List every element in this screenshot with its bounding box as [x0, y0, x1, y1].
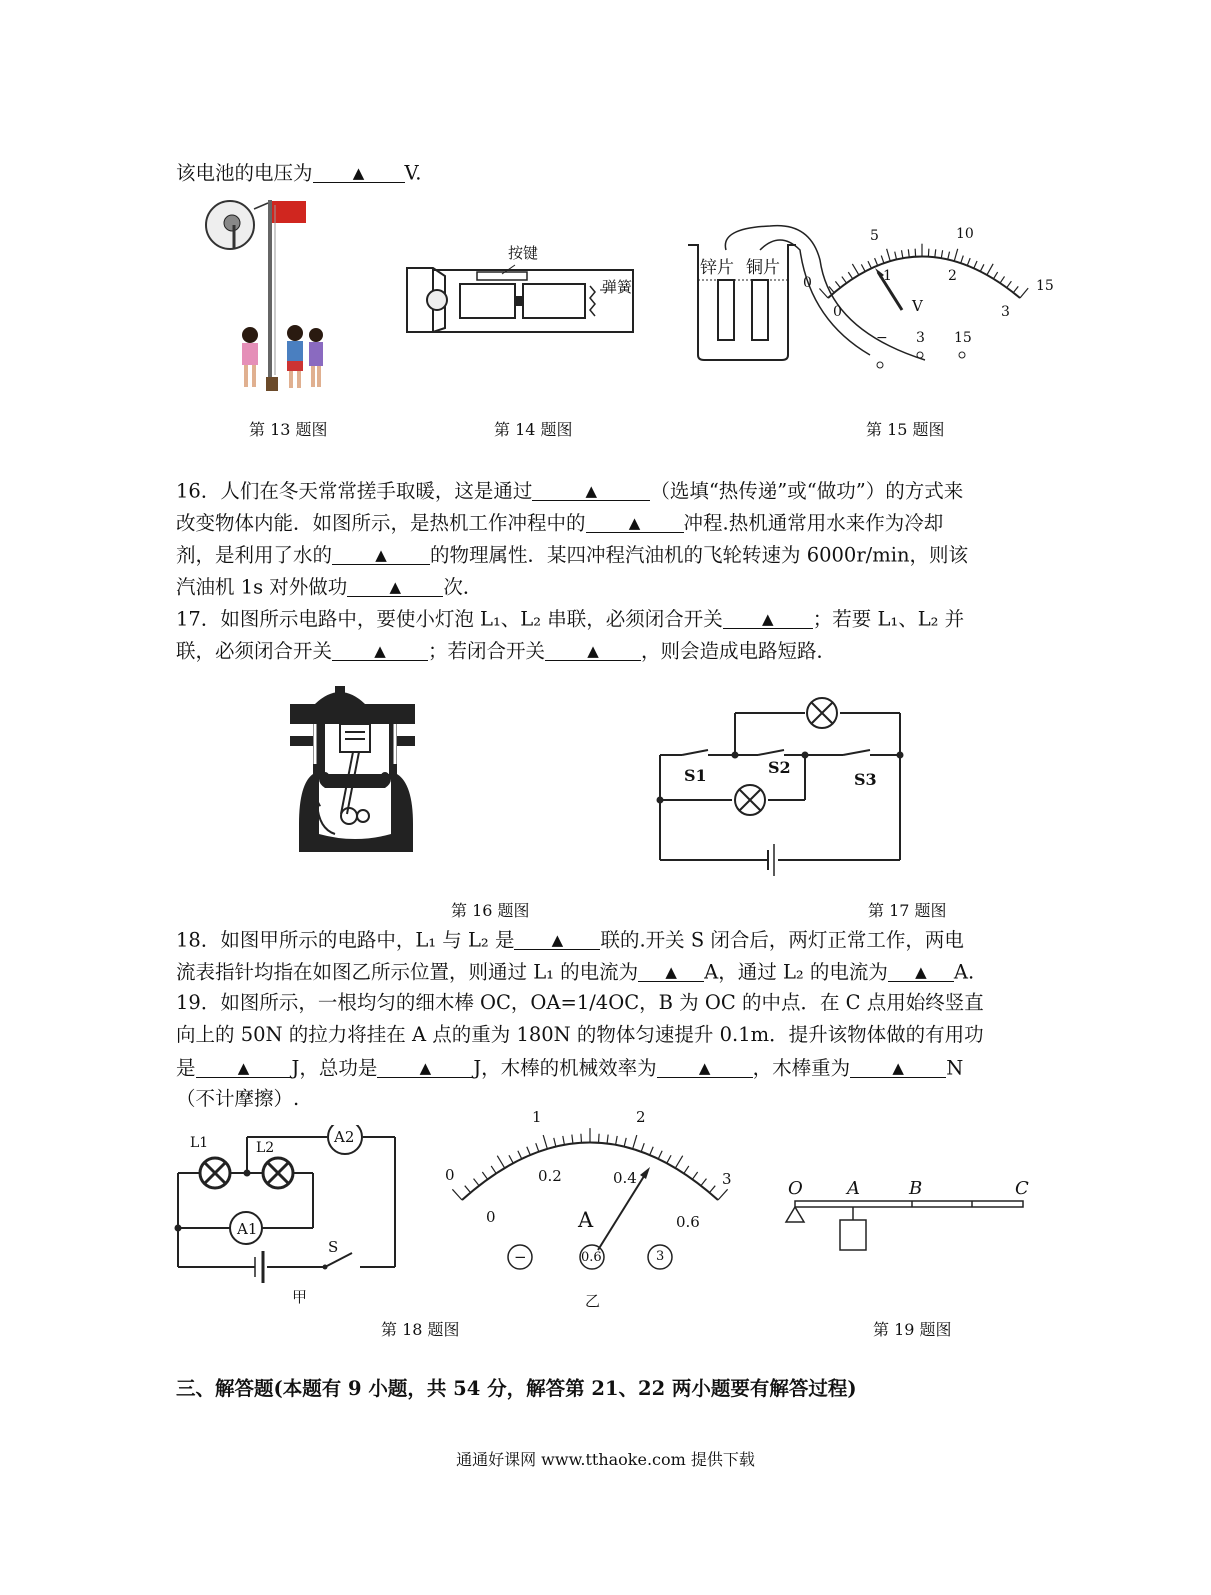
- switch-s3-label: S3: [854, 770, 877, 789]
- label-S: S: [328, 1238, 339, 1256]
- figure-15-voltaic-cell-voltmeter: [680, 220, 1070, 380]
- battery-2: [523, 284, 585, 318]
- scale-bottom-0.2: 0.2: [538, 1167, 562, 1185]
- children-illustration: [242, 325, 323, 388]
- q15-tail-line: 该电池的电压为 ▲ V.: [176, 161, 422, 185]
- voltmeter-dial: [828, 257, 1020, 299]
- scale-tick: [835, 281, 840, 287]
- answer-blank[interactable]: ▲: [313, 162, 405, 183]
- answer-blank[interactable]: ▲: [657, 1057, 753, 1078]
- answer-blank[interactable]: ▲: [545, 640, 641, 661]
- caption-fig16: 第 16 题图: [451, 901, 530, 920]
- scale-tick: [581, 1134, 582, 1143]
- scale-tick: [1013, 286, 1018, 292]
- scale-tick: [650, 1147, 653, 1155]
- scale-tick: [993, 272, 997, 279]
- scale-tick: [1007, 281, 1012, 287]
- switch-key: [477, 272, 527, 280]
- scale-tick: [518, 1151, 522, 1159]
- label-L1: L1: [190, 1135, 209, 1151]
- copper-plate: [752, 280, 768, 340]
- label-yi: 乙: [585, 1292, 601, 1310]
- scale-top-0: 0: [445, 1166, 455, 1184]
- scale-tick: [875, 258, 878, 265]
- label-O: O: [788, 1178, 803, 1199]
- answer-blank[interactable]: ▲: [514, 929, 600, 950]
- scale-tick: [536, 1143, 539, 1151]
- answer-blank[interactable]: ▲: [532, 480, 650, 501]
- scale-tick: [941, 250, 942, 258]
- scale-tick: [465, 1186, 471, 1193]
- scale-tick: [1020, 288, 1028, 298]
- scale-tick: [1000, 276, 1004, 283]
- label-C: C: [1015, 1178, 1029, 1199]
- scale-tick: [684, 1166, 689, 1174]
- scale-bottom-0.6: 0.6: [676, 1213, 700, 1231]
- scale-tick: [908, 249, 909, 257]
- spring: [590, 286, 595, 316]
- fulcrum: [786, 1207, 804, 1222]
- q17-line-1: 17．如图所示电路中，要使小灯泡 L₁、L₂ 串联，必须闭合开关 ▲ ；若要 L₁、L₂ 并: [176, 607, 965, 631]
- scale-tick: [709, 1186, 715, 1193]
- answer-blank[interactable]: ▲: [850, 1057, 946, 1078]
- battery-1: [460, 284, 515, 318]
- scale-tick: [848, 272, 852, 279]
- scale-tick: [718, 1189, 728, 1200]
- q19-line-4: （不计摩擦）.: [176, 1087, 300, 1110]
- answer-blank[interactable]: ▲: [332, 640, 428, 661]
- scale-tick: [474, 1179, 480, 1186]
- q16-line-4: 汽油机 1s 对外做功 ▲ 次．: [176, 575, 483, 599]
- scale-tick: [948, 252, 950, 260]
- section-3-heading: 三、解答题(本题有 9 小题，共 54 分，解答第 21、22 两小题要有解答过程): [176, 1377, 857, 1400]
- scale-tick: [667, 1155, 671, 1163]
- scale-tick: [887, 249, 891, 261]
- label-B: B: [909, 1178, 923, 1199]
- label-A2: A2: [334, 1128, 355, 1146]
- meter-symbol-a: A: [578, 1208, 594, 1232]
- scale-tick: [491, 1166, 496, 1174]
- scale-tick: [452, 1189, 462, 1200]
- scale-tick: [974, 261, 977, 268]
- terminal-minus: −: [514, 1248, 527, 1266]
- terminal-3: 3: [916, 330, 925, 346]
- figure-13-flagpole: [200, 195, 340, 395]
- q17-line-2: 联，必须闭合开关 ▲ ；若闭合开关 ▲ ，则会造成电路短路．: [176, 639, 837, 663]
- answer-blank[interactable]: ▲: [723, 608, 813, 629]
- scale-tick: [987, 264, 993, 275]
- q19-line-1: 19．如图所示，一根均匀的细木棒 OC，OA=1/4OC，B 为 OC 的中点．在 C 点用始终竖直: [176, 991, 984, 1014]
- flag: [272, 201, 306, 223]
- scale-tick: [819, 288, 828, 298]
- label-A1: A1: [237, 1220, 258, 1238]
- meter-symbol-v: V: [912, 297, 923, 315]
- scale-tick: [842, 277, 847, 284]
- scale-tick: [954, 249, 957, 261]
- scale-tick: [895, 252, 897, 260]
- scale-tick: [497, 1156, 504, 1168]
- scale-top-2: 2: [636, 1108, 646, 1126]
- scale-tick: [675, 1156, 682, 1168]
- q18-line-1: 18．如图甲所示的电路中，L₁ 与 L₂ 是 ▲ 联的.开关 S 闭合后，两灯正常工作，两电: [176, 928, 964, 952]
- scale-tick: [607, 1135, 608, 1144]
- answer-blank[interactable]: ▲: [377, 1057, 473, 1078]
- scale-bottom-1: 1: [883, 268, 892, 284]
- label-A: A: [847, 1178, 860, 1199]
- answer-blank[interactable]: ▲: [638, 961, 704, 982]
- scale-tick: [572, 1135, 573, 1144]
- switch-s1-label: S1: [684, 766, 707, 785]
- answer-blank[interactable]: ▲: [196, 1057, 292, 1078]
- terminal-minus: −: [876, 330, 888, 346]
- label-zinc: 锌片: [700, 258, 734, 278]
- scale-top-0: 0: [803, 275, 812, 291]
- scale-tick: [980, 264, 984, 271]
- scale-tick: [967, 258, 970, 265]
- answer-blank[interactable]: ▲: [332, 544, 430, 565]
- scale-tick: [658, 1151, 662, 1159]
- scale-tick: [624, 1138, 626, 1147]
- label-copper: 铜片: [746, 258, 780, 278]
- label-spring: 弹簧: [602, 278, 633, 296]
- figure-16-engine-stroke: [285, 684, 425, 864]
- scale-tick: [543, 1135, 547, 1149]
- scale-tick: [701, 1179, 707, 1186]
- weight-block: [840, 1220, 866, 1250]
- scale-bottom-2: 2: [948, 268, 957, 284]
- scale-tick: [509, 1155, 513, 1163]
- scale-top-10: 10: [956, 226, 974, 242]
- scale-top-1: 1: [532, 1108, 542, 1126]
- scale-tick: [554, 1138, 556, 1147]
- figure-19-lever: [780, 1190, 1030, 1260]
- caption-fig13: 第 13 题图: [249, 420, 328, 439]
- switch-s2-label: S2: [768, 758, 791, 777]
- ammeter-dial: [462, 1143, 718, 1201]
- scale-top-15: 15: [1036, 278, 1054, 294]
- scale-tick: [861, 264, 865, 271]
- scale-tick: [482, 1172, 487, 1179]
- caption-fig14: 第 14 题图: [494, 420, 573, 439]
- scale-tick: [881, 256, 884, 264]
- answer-blank[interactable]: ▲: [347, 576, 443, 597]
- q16-line-3: 剂，是利用了水的 ▲ 的物理属性．某四冲程汽油机的飞轮转速为 6000r/min，则该: [176, 543, 969, 567]
- scale-bottom-0.4: 0.4: [613, 1169, 637, 1187]
- bulb: [427, 290, 447, 310]
- q19-line-2: 向上的 50N 的拉力将挂在 A 点的重为 180N 的物体匀速提升 0.1m．提升该物体做的有用功: [176, 1023, 984, 1046]
- scale-tick: [868, 261, 871, 268]
- scale-bottom-0: 0: [486, 1208, 496, 1226]
- terminal-0.6: 0.6: [581, 1250, 602, 1265]
- scale-tick: [527, 1147, 530, 1155]
- caption-fig17: 第 17 题图: [868, 901, 947, 920]
- terminal-3: 3: [656, 1249, 665, 1264]
- scale-tick: [935, 249, 936, 257]
- scale-tick: [692, 1172, 697, 1179]
- terminal-15: 15: [954, 330, 972, 346]
- answer-blank[interactable]: ▲: [586, 512, 684, 533]
- label-jia: 甲: [292, 1288, 308, 1306]
- scale-bottom-3: 3: [1001, 304, 1010, 320]
- answer-blank[interactable]: ▲: [888, 961, 954, 982]
- label-key: 按键: [508, 244, 539, 262]
- q19-line-3: 是 ▲ J，总功是 ▲ J，木棒的机械效率为 ▲ ，木棒重为 ▲ N: [176, 1056, 964, 1080]
- scale-tick: [961, 256, 964, 264]
- scale-tick: [852, 264, 859, 275]
- scale-tick: [563, 1136, 565, 1145]
- scale-tick: [633, 1135, 637, 1149]
- scale-top-5: 5: [870, 228, 879, 244]
- scale-top-3: 3: [722, 1170, 732, 1188]
- scale-tick: [599, 1134, 600, 1143]
- caption-fig15: 第 15 题图: [866, 420, 945, 439]
- caption-fig19: 第 19 题图: [873, 1320, 952, 1339]
- q16-line-1: 16．人们在冬天常常搓手取暖，这是通过 ▲ （选填“热传递”或“做功”）的方式来: [176, 479, 964, 503]
- scale-tick: [902, 250, 903, 258]
- label-L2: L2: [256, 1140, 275, 1156]
- q18-line-2: 流表指针均指在如图乙所示位置，则通过 L₁ 的电流为 ▲ A，通过 L₂ 的电流为 ▲ A.: [176, 960, 975, 984]
- scale-bottom-0: 0: [833, 304, 842, 320]
- page-footer: 通通好课网 www.tthaoke.com 提供下载: [456, 1450, 755, 1469]
- scale-tick: [616, 1136, 618, 1145]
- scale-tick: [641, 1143, 644, 1151]
- q16-line-2: 改变物体内能．如图所示，是热机工作冲程中的 ▲ 冲程.热机通常用水来作为冷却: [176, 511, 944, 535]
- caption-fig18: 第 18 题图: [381, 1320, 460, 1339]
- zinc-plate: [718, 280, 734, 340]
- wooden-rod: [795, 1201, 1023, 1207]
